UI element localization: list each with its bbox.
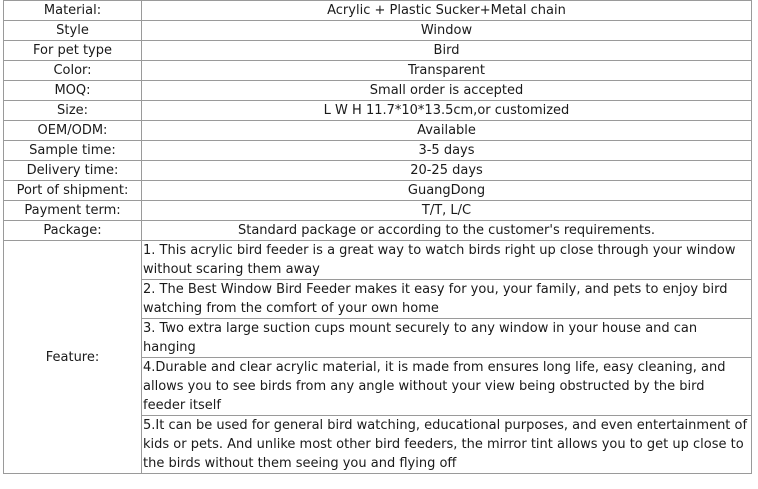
spec-value: Transparent bbox=[142, 61, 752, 81]
feature-item: 5.It can be used for general bird watching, educational purposes, and even entertainment of kids or pets. And unlike most other bird feeders, the mirror tint allows you to get up close to the birds without them seeing you and flying off bbox=[142, 416, 752, 474]
spec-row-delivery-time bbox=[4, 161, 752, 181]
spec-label: Style bbox=[4, 21, 142, 41]
spec-label: OEM/ODM: bbox=[4, 121, 142, 141]
feature-row-1 bbox=[4, 241, 752, 280]
spec-label: For pet type bbox=[4, 41, 142, 61]
spec-label: Color: bbox=[4, 61, 142, 81]
feature-item: 4.Durable and clear acrylic material, it is made from ensures long life, easy cleaning, and allows you to see birds from any angle without your view being obstructed by the bird feeder itself bbox=[142, 358, 752, 416]
spec-row-port bbox=[4, 181, 752, 201]
spec-row-style bbox=[4, 21, 752, 41]
spec-row-color bbox=[4, 61, 752, 81]
spec-label: Payment term: bbox=[4, 201, 142, 221]
feature-label: Feature: bbox=[4, 241, 142, 474]
spec-value: Acrylic + Plastic Sucker+Metal chain bbox=[142, 1, 752, 21]
spec-label: Port of shipment: bbox=[4, 181, 142, 201]
spec-label: Size: bbox=[4, 101, 142, 121]
spec-label: Material: bbox=[4, 1, 142, 21]
spec-label: Sample time: bbox=[4, 141, 142, 161]
feature-item: 2. The Best Window Bird Feeder makes it easy for you, your family, and pets to enjoy bird watching from the comfort of your own home bbox=[142, 280, 752, 319]
spec-label: Delivery time: bbox=[4, 161, 142, 181]
spec-row-material bbox=[4, 1, 752, 21]
spec-value: 20-25 days bbox=[142, 161, 752, 181]
spec-row-pet-type bbox=[4, 41, 752, 61]
spec-row-package bbox=[4, 221, 752, 241]
spec-row-sample-time bbox=[4, 141, 752, 161]
spec-row-moq bbox=[4, 81, 752, 101]
spec-label: MOQ: bbox=[4, 81, 142, 101]
feature-item: 3. Two extra large suction cups mount securely to any window in your house and can hanging bbox=[142, 319, 752, 358]
spec-value: Window bbox=[142, 21, 752, 41]
spec-value: Small order is accepted bbox=[142, 81, 752, 101]
feature-item: 1. This acrylic bird feeder is a great way to watch birds right up close through your window without scaring them away bbox=[142, 241, 752, 280]
product-spec-table bbox=[3, 0, 752, 474]
spec-value: GuangDong bbox=[142, 181, 752, 201]
spec-value: Available bbox=[142, 121, 752, 141]
spec-value: L W H 11.7*10*13.5cm,or customized bbox=[142, 101, 752, 121]
spec-row-payment bbox=[4, 201, 752, 221]
spec-label: Package: bbox=[4, 221, 142, 241]
spec-value: 3-5 days bbox=[142, 141, 752, 161]
spec-row-oem-odm bbox=[4, 121, 752, 141]
spec-row-size bbox=[4, 101, 752, 121]
spec-value: Bird bbox=[142, 41, 752, 61]
spec-value: T/T, L/C bbox=[142, 201, 752, 221]
spec-value: Standard package or according to the customer's requirements. bbox=[142, 221, 752, 241]
